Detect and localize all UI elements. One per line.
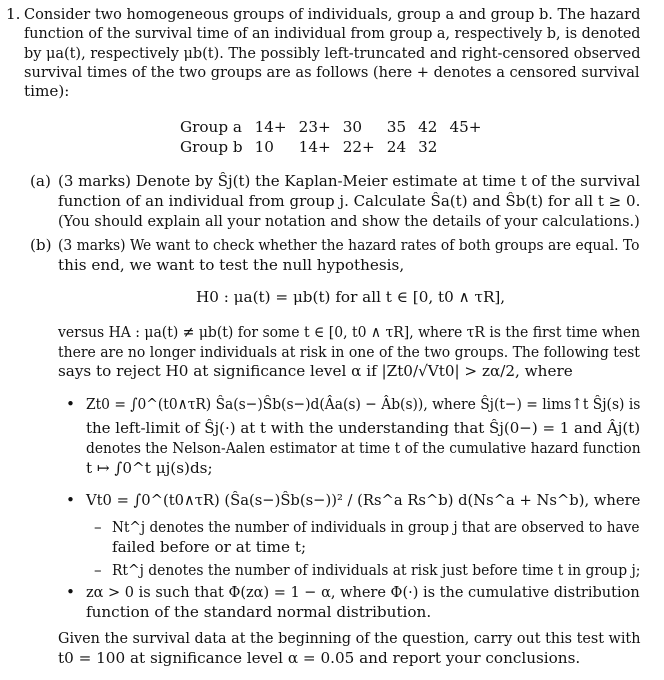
intro-line-5: time): bbox=[24, 82, 70, 100]
part-b-line-2: this end, we want to test the null hypothesis, bbox=[58, 256, 405, 274]
table-cell: 32 bbox=[418, 138, 438, 156]
intro-line-2: function of the survival time of an individual from group a, respectively b, is denoted bbox=[24, 24, 641, 42]
table-cell: 30 bbox=[342, 118, 363, 136]
table-cell: 22+ bbox=[342, 138, 375, 156]
part-a-line-1: (3 marks) Denote by Ŝj(t) the Kaplan-Meier estimate at time t of the survival bbox=[58, 172, 641, 190]
intro-line-3: by μa(t), respectively μb(t). The possibly left-truncated and right-censored observed bbox=[24, 44, 641, 62]
bullet-dot: • bbox=[66, 395, 75, 413]
table-cell: 14+ bbox=[298, 138, 331, 156]
bullet-1-line-4: t ↦ ∫0^t μj(s)ds; bbox=[86, 459, 213, 477]
table-row bbox=[174, 117, 488, 137]
table-cell: 24 bbox=[386, 138, 407, 156]
table-cell: 45+ bbox=[449, 118, 482, 136]
table-cell: 14+ bbox=[254, 118, 287, 136]
part-b-after-2: there are no longer individuals at risk in one of the two groups. The following test bbox=[58, 343, 640, 361]
table-cell: 10 bbox=[254, 138, 274, 156]
question-number: 1. bbox=[6, 5, 21, 23]
part-b-after-3: says to reject H0 at significance level α if |Zt0/√Vt0| > zα/2, where bbox=[58, 362, 573, 380]
bullet-dot: • bbox=[66, 491, 75, 509]
intro-line-4: survival times of the two groups are as follows (here + denotes a censored survival bbox=[24, 63, 640, 81]
bullet-2-line-1: Vt0 = ∫0^(t0∧τR) (Ŝa(s−)Ŝb(s−))² / (Rs^a Rs^b) d(Ns^a + Ns^b), where bbox=[86, 491, 641, 509]
sub-item-1-line-2: failed before or at time t; bbox=[112, 538, 307, 556]
sub-item-2-line-1: Rt^j denotes the number of individuals at risk just before time t in group j; bbox=[112, 561, 641, 579]
part-b-line-1: (3 marks) We want to check whether the hazard rates of both groups are equal. To bbox=[58, 236, 640, 254]
sub-dash: – bbox=[94, 561, 102, 579]
bullet-1-line-3: denotes the Nelson-Aalen estimator at time t of the cumulative hazard function bbox=[86, 439, 641, 457]
bullet-1-line-1: Zt0 = ∫0^(t0∧τR) Ŝa(s−)Ŝb(s−)d(Âa(s) − Âb(s)), where Ŝj(t−) = lims↑t Ŝj(s) is bbox=[86, 395, 641, 413]
part-a-line-3: (You should explain all your notation and show the details of your calculations.) bbox=[58, 212, 640, 230]
sub-dash: – bbox=[94, 518, 102, 536]
null-hypothesis: H0 : μa(t) = μb(t) for all t ∈ [0, t0 ∧ τR], bbox=[196, 288, 506, 306]
sub-item-1-line-1: Nt^j denotes the number of individuals in group j that are observed to have bbox=[112, 518, 640, 536]
part-b-label: (b) bbox=[30, 236, 52, 254]
group-label: Group b bbox=[180, 138, 243, 156]
part-b-after-1: versus HA : μa(t) ≠ μb(t) for some t ∈ [0, t0 ∧ τR], where τR is the first time when bbox=[58, 323, 641, 341]
bullet-3-line-1: zα > 0 is such that Φ(zα) = 1 − α, where Φ(·) is the cumulative distribution bbox=[86, 583, 640, 601]
table-cell: 35 bbox=[386, 118, 407, 136]
bullet-dot: • bbox=[66, 583, 75, 601]
table-cell: 42 bbox=[418, 118, 438, 136]
intro-line-1: Consider two homogeneous groups of individuals, group a and group b. The hazard bbox=[24, 5, 641, 23]
conclusion-line-1: Given the survival data at the beginning of the question, carry out this test with bbox=[58, 629, 641, 647]
group-label: Group a bbox=[180, 118, 242, 136]
survival-times-table bbox=[174, 117, 488, 157]
bullet-3-line-2: function of the standard normal distribution. bbox=[86, 603, 432, 621]
part-a-label: (a) bbox=[30, 172, 51, 190]
part-a-line-2: function of an individual from group j. Calculate Ŝa(t) and Ŝb(t) for all t ≥ 0. bbox=[58, 192, 641, 210]
bullet-1-line-2: the left-limit of Ŝj(·) at t with the understanding that Ŝj(0−) = 1 and Âj(t) bbox=[86, 419, 641, 437]
table-cell bbox=[443, 137, 487, 157]
table-row bbox=[174, 137, 488, 157]
table-cell: 23+ bbox=[298, 118, 331, 136]
conclusion-line-2: t0 = 100 at significance level α = 0.05 and report your conclusions. bbox=[58, 649, 581, 667]
